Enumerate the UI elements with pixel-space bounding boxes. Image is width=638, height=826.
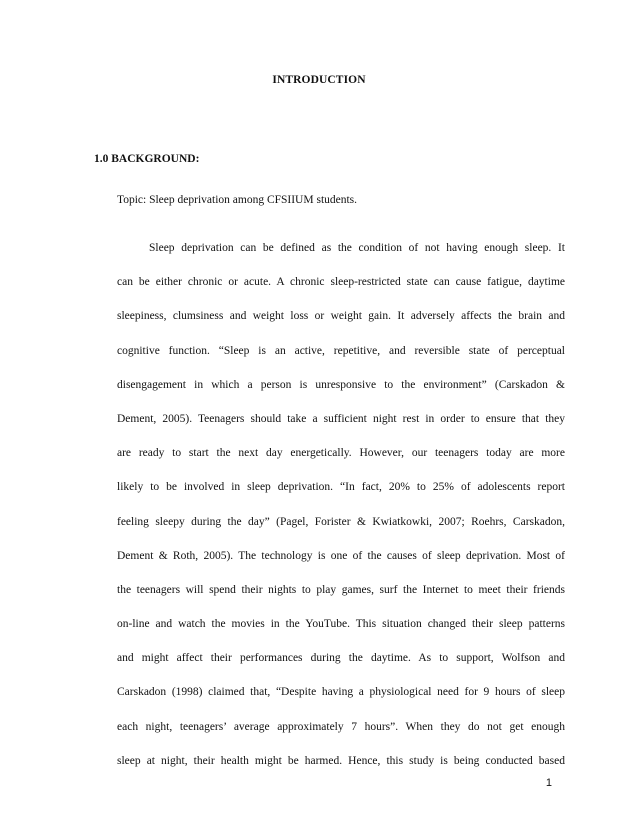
paragraph-line: cognitive function. “Sleep is an active, repetitive, and reversible state of perceptual — [117, 344, 565, 357]
paragraph-line: the teenagers will spend their nights to play games, surf the Internet to meet their friends — [117, 583, 565, 596]
page-title: INTRODUCTION — [272, 74, 366, 86]
topic-line: Topic: Sleep deprivation among CFSIIUM students. — [117, 194, 358, 206]
paragraph-line: Dement & Roth, 2005). The technology is one of the causes of sleep deprivation. Most of — [117, 549, 565, 562]
page-number: 1 — [545, 777, 552, 789]
paragraph-line: sleepiness, clumsiness and weight loss or weight gain. It adversely affects the brain and — [117, 310, 565, 323]
paragraph-line: are ready to start the next day energetically. However, our teenagers today are more — [117, 447, 565, 460]
paragraph-line: Carskadon (1998) claimed that, “Despite having a physiological need for 9 hours of sleep — [117, 686, 565, 699]
paragraph-line: and might affect their performances during the daytime. As to support, Wolfson and — [117, 652, 565, 665]
paragraph-line: feeling sleepy during the day” (Pagel, Forister & Kwiatkowki, 2007; Roehrs, Carskadon, — [117, 515, 565, 528]
paragraph-line: sleep at night, their health might be harmed. Hence, this study is being conducted based — [117, 754, 565, 767]
section-heading: 1.0 BACKGROUND: — [94, 153, 200, 165]
paragraph-line: disengagement in which a person is unresponsive to the environment” (Carskadon & — [117, 378, 565, 391]
paragraph-line: Dement, 2005). Teenagers should take a sufficient night rest in order to ensure that they — [117, 412, 565, 425]
paragraph-line: on-line and watch the movies in the YouTube. This situation changed their sleep patterns — [117, 618, 565, 631]
paragraph-line: Sleep deprivation can be defined as the condition of not having enough sleep. It — [149, 242, 565, 254]
body-paragraph — [117, 241, 565, 788]
paragraph-line: likely to be involved in sleep deprivation. “In fact, 20% to 25% of adolescents report — [117, 481, 565, 494]
paragraph-line: each night, teenagers’ average approximately 7 hours”. When they do not get enough — [117, 720, 565, 733]
paragraph-line: can be either chronic or acute. A chronic sleep-restricted state can cause fatigue, daytime — [117, 276, 565, 289]
